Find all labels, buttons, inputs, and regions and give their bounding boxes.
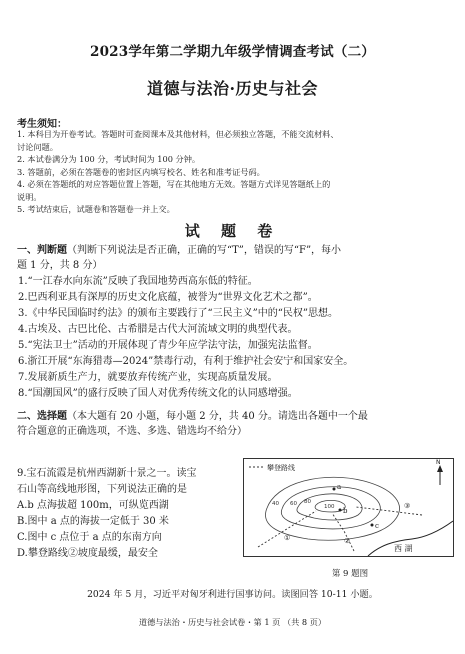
notice-item: 5. 考试结束后，试题卷和答题卷一并上交。 <box>17 204 175 214</box>
exam-title: 2023学年第二学期九年级学情调查考试（二） <box>90 44 375 60</box>
question-9-option: D.攀登路线②坡度最缓，最安全 <box>17 548 158 559</box>
question-9-stem: 石山等高线地形图，下列说法正确的是 <box>17 484 187 495</box>
north-label: N <box>436 459 441 466</box>
judge-item: 3.《中华民国临时约法》的颁布主要践行了“三民主义”中的“民权”思想。 <box>18 308 338 319</box>
judge-section-heading <box>17 243 453 259</box>
judge-item: 6.浙江开展“东海猎毒—2024”禁毒行动，有利于维护社会安宁和国家安全。 <box>18 356 354 367</box>
judge-instruction: （判断下列说法是否正确，正确的写“T”，错误的写“F”，每小 <box>67 245 342 256</box>
map-point-label: c <box>375 522 379 530</box>
choice-section-heading <box>17 409 453 425</box>
north-arrow-icon <box>437 465 443 485</box>
choice-instruction: （本大题有 20 小题，每小题 2 分，共 40 分。请选出各题中一个最 <box>67 411 368 422</box>
judge-instruction-cont: 题 1 分，共 8 分） <box>17 260 103 271</box>
question-9-option: B.图中 a 点的海拔一定低于 30 米 <box>17 516 169 527</box>
question-9-option: C.图中 c 点位于 a 点的东南方向 <box>17 532 162 543</box>
judge-item: 5.“宪法卫士”活动的开展体现了青少年应学法守法，加强宪法监督。 <box>18 340 318 351</box>
notice-heading: 考生须知： <box>17 119 67 130</box>
route-label: ① <box>284 534 291 542</box>
judge-item: 7.发展新质生产力，就要放弃传统产业，实现高质量发展。 <box>18 372 278 383</box>
contour-value: 60 <box>290 501 297 507</box>
judge-item: 4.古埃及、古巴比伦、古希腊是古代大河流域文明的典型代表。 <box>18 324 298 335</box>
judge-item: 1.“一江春水向东流”反映了我国地势西高东低的特征。 <box>18 276 258 287</box>
map-caption: 第 9 题图 <box>331 569 369 579</box>
paper-title: 试 题 卷 <box>184 222 281 240</box>
legend-route-label: 攀登路线 <box>267 464 295 472</box>
page-footer: 道德与法治・历史与社会试卷・第 1 页 （共 8 页） <box>138 617 327 627</box>
question-9-option: A.b 点海拔超 100m，可纵览西湖 <box>17 500 169 511</box>
route-label: ② <box>344 537 351 545</box>
contour-value: 80 <box>304 499 311 505</box>
judge-label: 一、判断题 <box>17 245 67 256</box>
contour-value: 40 <box>272 501 279 507</box>
map-point <box>371 524 374 527</box>
route-line <box>356 507 422 515</box>
notice-item: 4. 必须在答题纸的对应答题位置上答题，写在其他地方无效。答题方式详见答题纸上的 <box>17 179 331 189</box>
notice-item: 2. 本试卷满分为 100 分，考试时间为 100 分钟。 <box>17 154 201 164</box>
route-label: ③ <box>404 502 411 510</box>
exam-subject: 道德与法治·历史与社会 <box>146 79 319 98</box>
choice-instruction-cont: 符合题意的正确选项，不选、多选、错选均不给分） <box>17 426 247 437</box>
contour-map <box>243 458 454 557</box>
map-point-label: a <box>337 483 342 491</box>
notice-item: 3. 答题前，必须在答题卷的密封区内填写校名、姓名和准考证号码。 <box>17 166 265 177</box>
question-9-stem: 9.宝石流霞是杭州西湖新十景之一。读宝 <box>17 468 197 479</box>
context-line: 2024 年 5 月，习近平对匈牙利进行国事访问。读图回答 10-11 小题。 <box>87 589 378 600</box>
contour-map-svg <box>244 459 453 556</box>
choice-label: 二、选择题 <box>17 411 67 422</box>
judge-item: 2.巴西利亚具有深厚的历史文化底蕴，被誉为“世界文化艺术之都”。 <box>18 292 318 303</box>
notice-item: 讨论问题。 <box>17 141 58 152</box>
lake-label: 西 湖 <box>394 544 413 553</box>
notice-item: 1. 本科目为开卷考试。答题时可查阅课本及其他材料，但必须独立答题，不能交流材料、 <box>17 129 339 139</box>
contour-value: 100 <box>324 504 335 510</box>
map-point-label: b <box>343 507 348 515</box>
map-point <box>333 488 336 491</box>
judge-item: 8.“国潮国风”的盛行反映了国人对优秀传统文化的认同感增强。 <box>18 388 298 399</box>
route-line <box>332 513 354 551</box>
notice-item: 说明。 <box>17 191 42 202</box>
map-point <box>339 509 342 512</box>
